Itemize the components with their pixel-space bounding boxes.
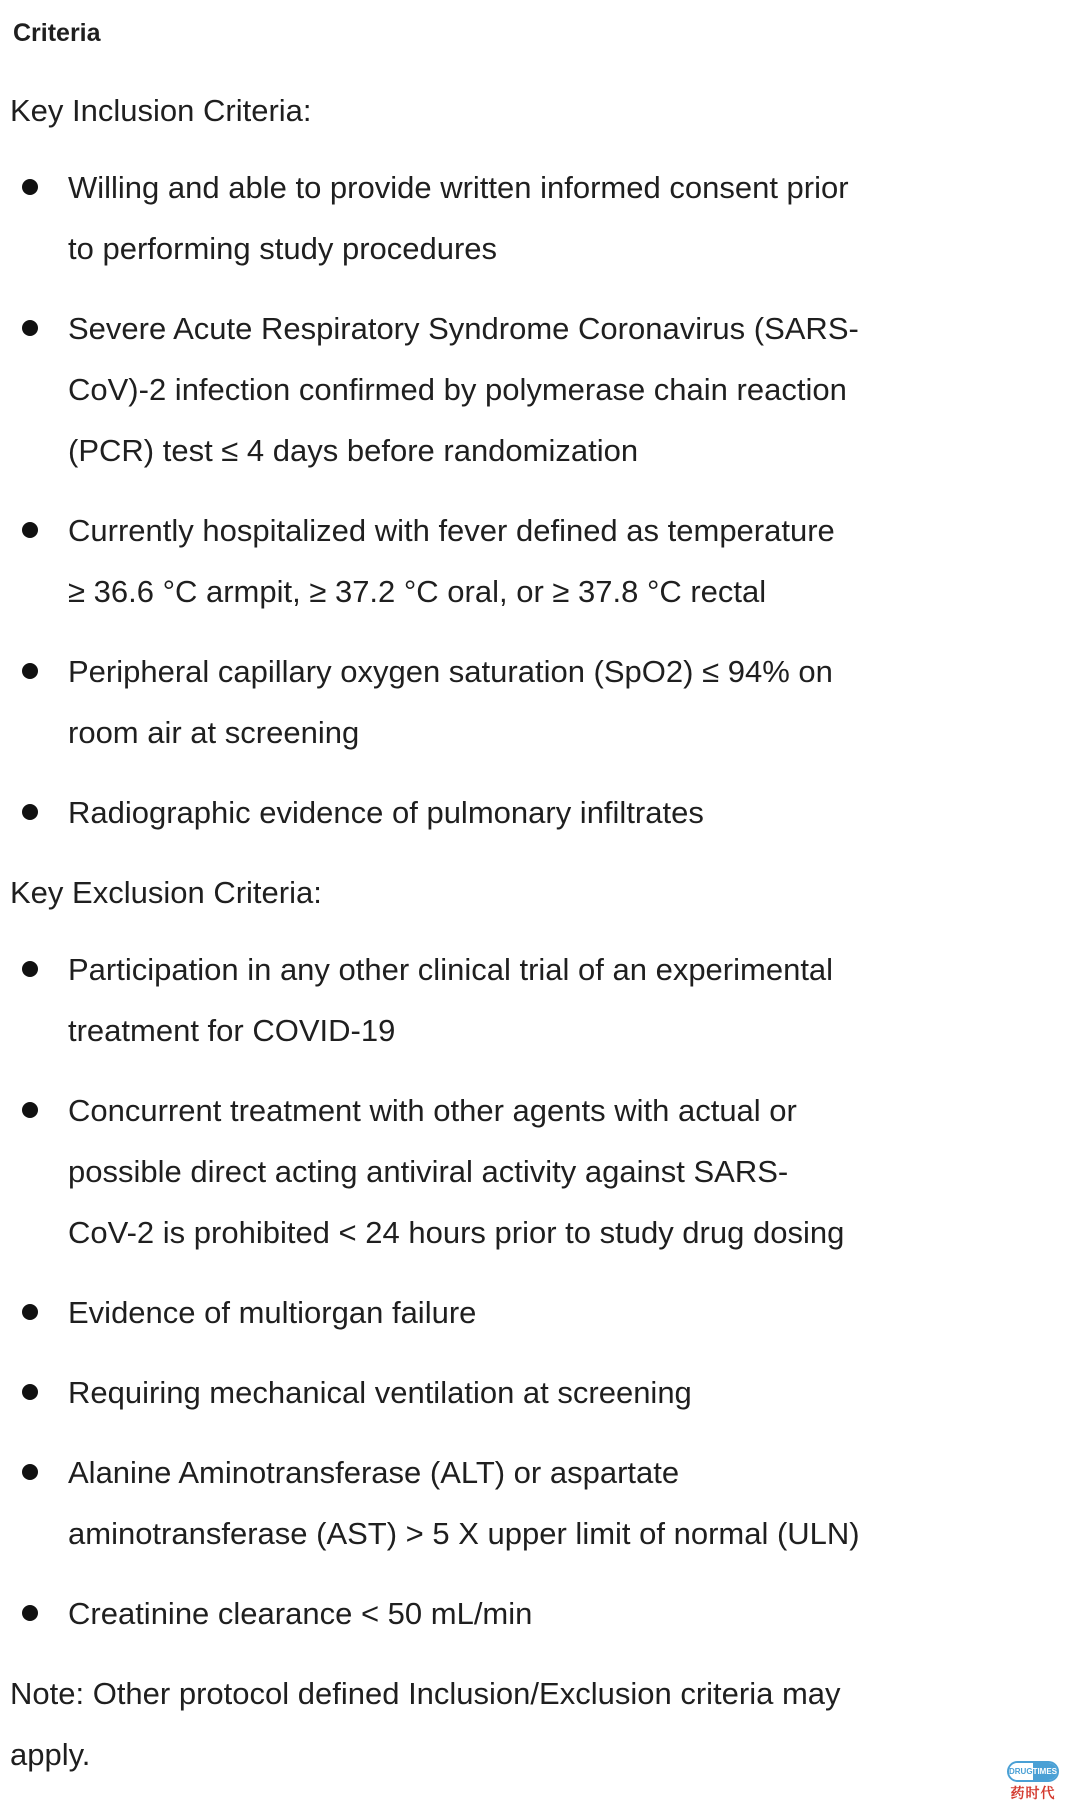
logo-drug-label: DRUG: [1009, 1763, 1033, 1780]
criteria-line: treatment for COVID-19: [68, 1013, 396, 1048]
criteria-line: CoV-2 is prohibited < 24 hours prior to study drug dosing: [68, 1215, 845, 1250]
exclusion-heading: Key Exclusion Criteria:: [10, 875, 322, 910]
criteria-line: Evidence of multiorgan failure: [68, 1295, 477, 1330]
note-text: [10, 1663, 1070, 1785]
exclusion-list: [10, 939, 1070, 1644]
drugtimes-logo: [1007, 1761, 1059, 1782]
criteria-line: (PCR) test ≤ 4 days before randomization: [68, 433, 639, 468]
criteria-line: Concurrent treatment with other agents with actual or: [68, 1093, 797, 1128]
criteria-line: Currently hospitalized with fever defined as temperature: [68, 513, 835, 548]
note-line: apply.: [10, 1737, 91, 1772]
criteria-item: [10, 1362, 1070, 1423]
bullet-icon: [22, 522, 38, 538]
criteria-line: Willing and able to provide written informed consent prior: [68, 170, 849, 205]
criteria-item: [10, 641, 1070, 763]
criteria-line: Requiring mechanical ventilation at screening: [68, 1375, 692, 1410]
bullet-icon: [22, 1464, 38, 1480]
document-title: Criteria: [13, 19, 101, 47]
criteria-item: [10, 1282, 1070, 1343]
criteria-line: aminotransferase (AST) > 5 X upper limit of normal (ULN): [68, 1516, 860, 1551]
bullet-icon: [22, 1605, 38, 1621]
bullet-icon: [22, 320, 38, 336]
bullet-icon: [22, 1304, 38, 1320]
bullet-icon: [22, 1384, 38, 1400]
criteria-item: [10, 1442, 1070, 1564]
bullet-icon: [22, 1102, 38, 1118]
criteria-item: [10, 1080, 1070, 1263]
criteria-item: [10, 157, 1070, 279]
criteria-line: possible direct acting antiviral activity against SARS-: [68, 1154, 789, 1189]
criteria-line: Participation in any other clinical trial of an experimental: [68, 952, 834, 987]
criteria-line: to performing study procedures: [68, 231, 498, 266]
criteria-line: Severe Acute Respiratory Syndrome Coronavirus (SARS-: [68, 311, 859, 346]
criteria-line: CoV)-2 infection confirmed by polymerase chain reaction: [68, 372, 847, 407]
criteria-line: Creatinine clearance < 50 mL/min: [68, 1596, 533, 1631]
drugtimes-watermark: [1006, 1761, 1060, 1803]
criteria-item: [10, 500, 1070, 622]
criteria-line: Peripheral capillary oxygen saturation (SpO2) ≤ 94% on: [68, 654, 833, 689]
logo-times-label: TIMES: [1033, 1763, 1057, 1780]
inclusion-heading: Key Inclusion Criteria:: [10, 93, 312, 128]
criteria-line: Radiographic evidence of pulmonary infiltrates: [68, 795, 704, 830]
criteria-item: [10, 782, 1070, 843]
criteria-line: room air at screening: [68, 715, 360, 750]
note-line: Note: Other protocol defined Inclusion/Exclusion criteria may: [10, 1676, 841, 1711]
criteria-item: [10, 1583, 1070, 1644]
inclusion-list: [10, 157, 1070, 843]
bullet-icon: [22, 961, 38, 977]
bullet-icon: [22, 179, 38, 195]
bullet-icon: [22, 804, 38, 820]
criteria-item: [10, 939, 1070, 1061]
criteria-line: ≥ 36.6 °C armpit, ≥ 37.2 °C oral, or ≥ 37.8 °C rectal: [68, 574, 767, 609]
logo-chinese-label: 药时代: [1010, 1785, 1056, 1801]
criteria-item: [10, 298, 1070, 481]
criteria-line: Alanine Aminotransferase (ALT) or aspartate: [68, 1455, 680, 1490]
bullet-icon: [22, 663, 38, 679]
